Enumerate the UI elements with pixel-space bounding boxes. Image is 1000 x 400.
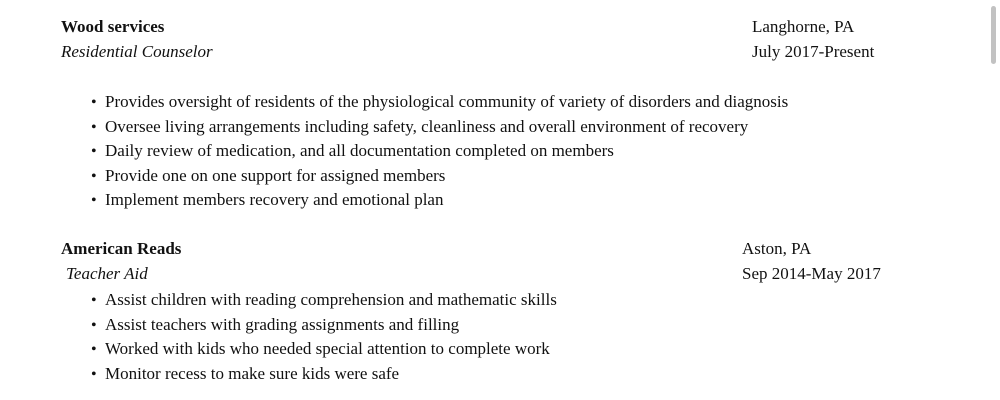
job-role: Residential Counselor [61, 42, 213, 61]
list-item [91, 188, 788, 213]
job-bullet-list [91, 90, 788, 213]
scrollbar-thumb[interactable] [991, 6, 996, 64]
list-item [91, 313, 557, 338]
list-item [91, 139, 788, 164]
bullet-text: Provide one on one support for assigned members [105, 165, 446, 185]
job-dates: Sep 2014-May 2017 [742, 264, 881, 283]
bullet-icon: • [91, 316, 97, 334]
bullet-text: Implement members recovery and emotional plan [105, 190, 444, 209]
bullet-icon: • [91, 94, 97, 111]
vertical-scrollbar[interactable] [988, 0, 1000, 400]
bullet-icon: • [91, 292, 97, 309]
bullet-icon: • [91, 118, 97, 136]
list-item [91, 288, 557, 313]
bullet-text: Assist teachers with grading assignments and filling [105, 314, 460, 334]
job-location: Langhorne, PA [752, 17, 855, 36]
bullet-icon: • [91, 167, 97, 185]
list-item [91, 115, 788, 140]
job-dates: July 2017-Present [752, 42, 875, 61]
bullet-text: Worked with kids who needed special attention to complete work [105, 339, 550, 358]
bullet-icon: • [91, 341, 97, 358]
bullet-text: Monitor recess to make sure kids were safe [105, 363, 400, 383]
list-item [91, 164, 788, 189]
bullet-icon: • [91, 192, 97, 209]
bullet-text: Provides oversight of residents of the physiological community of variety of disorders and diagnosis [105, 92, 789, 111]
job-role: Teacher Aid [66, 264, 148, 283]
job-organization: Wood services [61, 17, 165, 36]
bullet-text: Daily review of medication, and all documentation completed on members [105, 141, 614, 160]
job-bullet-list [91, 288, 557, 386]
bullet-text: Assist children with reading comprehension and mathematic skills [105, 290, 557, 309]
list-item [91, 362, 557, 387]
list-item [91, 337, 557, 362]
list-item [91, 90, 788, 115]
bullet-icon: • [91, 365, 97, 383]
job-location: Aston, PA [742, 239, 812, 258]
bullet-text: Oversee living arrangements including safety, cleanliness and overall environment of recovery [105, 116, 749, 136]
job-organization: American Reads [61, 239, 182, 258]
bullet-icon: • [91, 143, 97, 160]
